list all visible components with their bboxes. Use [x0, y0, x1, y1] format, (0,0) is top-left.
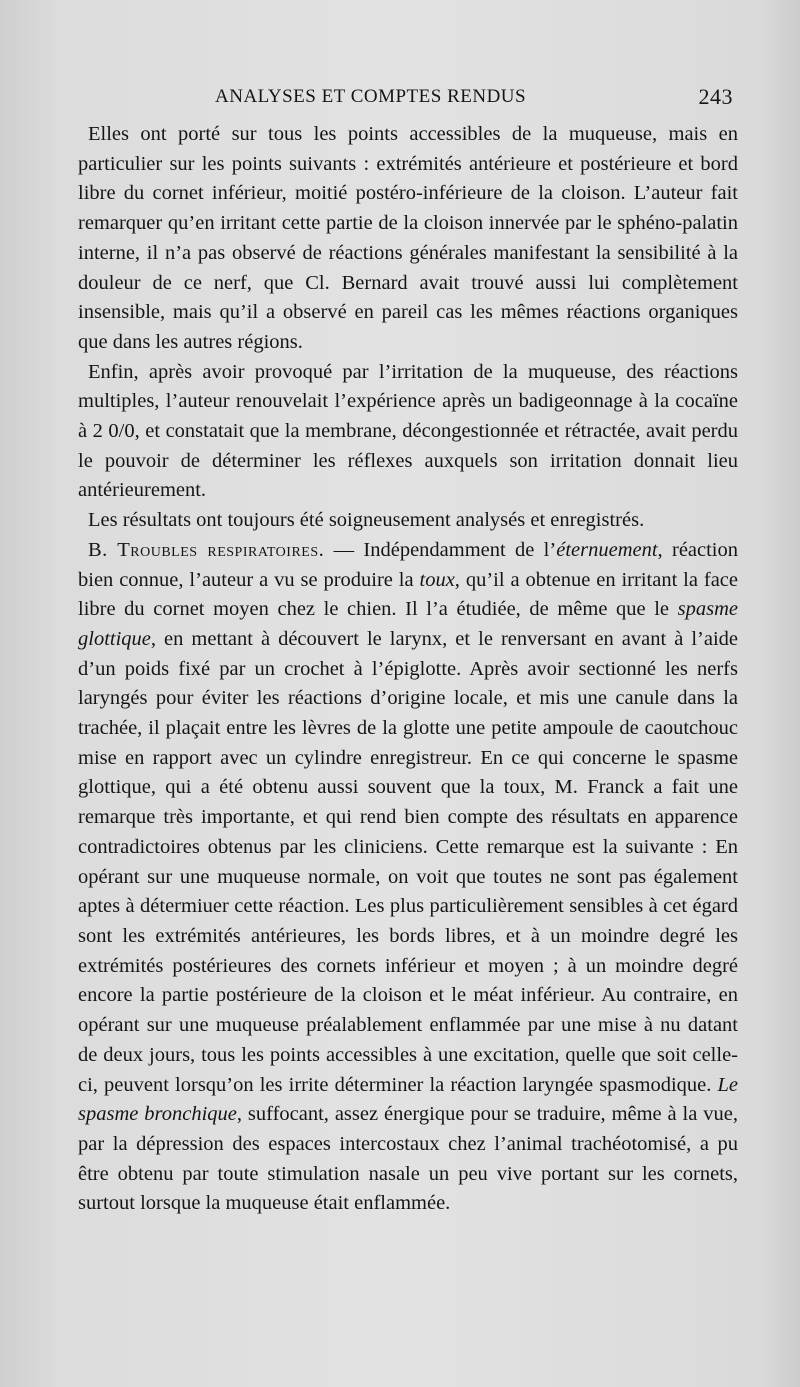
text-run: , suffocant, assez énergique pour se traduire, même à la vue, par la dépression des espaces intercostaux chez l’animal trachéotomisé, a pu être obtenu par toute stimulation nasale un peu vive portant sur les cornets, surtout lorsque la muqueuse était enflammée.	[78, 1103, 738, 1215]
paragraph-4	[78, 536, 738, 1219]
text-run: — Indépendamment de l’	[324, 538, 557, 561]
paragraph-2: Enfin, après avoir provoqué par l’irritation de la muqueuse, des réactions multiples, l’auteur renouvelait l’expérience après un badigeonnage à la cocaïne à 2 0/0, et constatait que la membrane, décongestionnée et rétractée, avait perdu le pouvoir de déterminer les réflexes auxquels son irritation donnait lieu antérieurement.	[78, 360, 738, 502]
italic-term: toux	[419, 568, 455, 591]
body-text	[78, 120, 738, 1219]
section-heading: B. Troubles respiratoires.	[88, 538, 325, 561]
italic-term: Le spasme bronchique	[78, 1073, 738, 1126]
italic-term: spasme glottique	[78, 598, 738, 650]
paragraph-1: Elles ont porté sur tous les points accessibles de la muqueuse, mais en particulier sur les points suivants : extrémités antérieure et postérieure et bord libre du cornet inférieur, moitié postéro-inférieure de la cloison. L’auteur fait remarquer qu’en irritant cette partie de la cloison innervée par le sphéno-palatin interne, il n’a pas observé de réactions générales manifestant la sensibilité à la douleur de ce nerf, que Cl. Bernard avait trouvé aussi lui complètement insensible, mais qu’il a observé en pareil cas les mêmes réactions organiques que dans les autres régions.	[78, 123, 738, 353]
text-run: , réaction bien connue, l’auteur a vu se produire la	[78, 538, 739, 591]
paragraph-3: Les résultats ont toujours été soigneusement analysés et enregistrés.	[88, 509, 645, 532]
text-run: , qu’il a obtenue en irritant la face libre du cornet moyen chez le chien. Il l’a étudiée, de même que le	[78, 568, 738, 621]
italic-term: éternuement	[556, 538, 658, 561]
running-title: ANALYSES ET COMPTES RENDUS	[215, 86, 527, 107]
text-run: , en mettant à découvert le larynx, et le renversant en avant à l’aide d’un poids fixé par un crochet à l’épiglotte. Après avoir sectionné les nerfs laryngés pour éviter les réactions d’origine locale, et mis une canule dans la trachée, il plaçait entre les lèvres de la glotte une petite ampoule de caoutchouc mise en rapport avec un cylindre enregistreur. En ce qui concerne le spasme glottique, qui a été obtenu aussi souvent que la toux, M. Franck a fait une remarque très importante, et qui rend bien compte des résultats en apparence contradictoires obtenus par les cliniciens. Cette remarque est la suivante : En opérant sur une muqueuse normale, on voit que toutes ne sont pas également aptes à détermiuer cette réaction. Les plus particulièrement sensibles à cet égard sont les extrémités antérieures, les bords libres, et à un moindre degré les extrémités postérieures des cornets inférieur et moyen ; à un moindre degré encore la partie postérieure de la cloison et le méat inférieur. Au contraire, en opérant sur une muqueuse préalablement enflammée par une mise à nu datant de deux jours, tous les points accessibles à une excitation, quelle que soit celle-ci, peuvent lorsqu’on les irrite déterminer la réaction laryngée spasmodique.	[78, 627, 738, 1096]
page-number: 243	[698, 84, 733, 109]
page-header	[215, 86, 745, 114]
